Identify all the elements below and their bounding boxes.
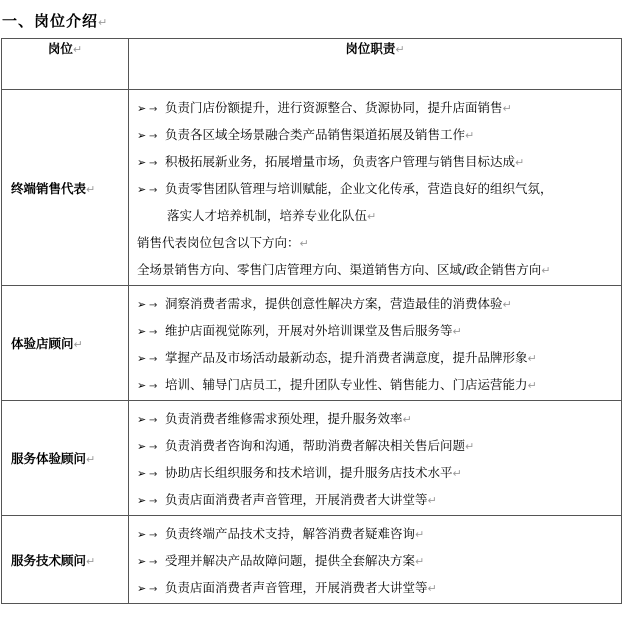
- tab-arrow-icon: →: [149, 442, 158, 453]
- role-duties: [129, 516, 622, 604]
- role-name: 体验店顾问↵: [2, 286, 129, 401]
- bullet-icon: ➢: [137, 298, 147, 311]
- bullet-icon: ➢: [137, 352, 147, 365]
- header-duties: 岗位职责↵: [129, 39, 622, 90]
- bullet-icon: ➢: [137, 156, 147, 169]
- duty-line: ➢ → 负责终端产品技术支持，解答消费者疑难咨询↵: [137, 520, 617, 547]
- role-name: 服务体验顾问↵: [2, 401, 129, 516]
- tab-arrow-icon: →: [149, 131, 158, 142]
- direction-note: 销售代表岗位包含以下方向：↵: [137, 235, 309, 250]
- tab-arrow-icon: →: [149, 584, 158, 595]
- section-heading: 一、岗位介绍↵: [2, 12, 109, 30]
- duty-line: ➢ → 培训、辅导门店员工，提升团队专业性、销售能力、门店运营能力↵: [137, 371, 617, 398]
- role-duties: [129, 401, 622, 516]
- duty-line: ➢ → 积极拓展新业务，拓展增量市场，负责客户管理与销售目标达成↵: [137, 148, 617, 175]
- bullet-icon: ➢: [137, 467, 147, 480]
- tab-arrow-icon: →: [149, 354, 158, 365]
- bullet-icon: ➢: [137, 528, 147, 541]
- table-header-row: [2, 39, 622, 90]
- tab-arrow-icon: →: [149, 300, 158, 311]
- tab-arrow-icon: →: [149, 415, 158, 426]
- bullet-icon: ➢: [137, 183, 147, 196]
- table-row: [2, 401, 622, 516]
- duty-line: ➢ → 负责店面消费者声音管理，开展消费者大讲堂等↵: [137, 574, 617, 601]
- tab-arrow-icon: →: [149, 469, 158, 480]
- duty-line: ➢ → 负责消费者维修需求预处理，提升服务效率↵: [137, 405, 617, 432]
- bullet-icon: ➢: [137, 102, 147, 115]
- roles-table: [1, 38, 622, 604]
- tab-arrow-icon: →: [149, 327, 158, 338]
- bullet-icon: ➢: [137, 440, 147, 453]
- tab-arrow-icon: →: [149, 530, 158, 541]
- bullet-icon: ➢: [137, 413, 147, 426]
- duty-line: ➢ → 协助店长组织服务和技术培训，提升服务店技术水平↵: [137, 459, 617, 486]
- duty-line: ➢ → 负责店面消费者声音管理，开展消费者大讲堂等↵: [137, 486, 617, 513]
- bullet-icon: ➢: [137, 582, 147, 595]
- duty-line: ➢ → 负责零售团队管理与培训赋能，企业文化传承，营造良好的组织气氛，: [137, 175, 617, 202]
- duty-line: ➢ → 负责消费者咨询和沟通，帮助消费者解决相关售后问题↵: [137, 432, 617, 459]
- role-duties: [129, 90, 622, 286]
- tab-arrow-icon: →: [149, 381, 158, 392]
- duty-line-continuation: 落实人才培养机制，培养专业化队伍↵: [167, 208, 377, 223]
- bullet-icon: ➢: [137, 555, 147, 568]
- header-role: 岗位↵: [2, 39, 129, 90]
- role-duties: [129, 286, 622, 401]
- table-row: [2, 286, 622, 401]
- bullet-icon: ➢: [137, 379, 147, 392]
- tab-arrow-icon: →: [149, 104, 158, 115]
- tab-arrow-icon: →: [149, 158, 158, 169]
- tab-arrow-icon: →: [149, 496, 158, 507]
- tab-arrow-icon: →: [149, 185, 158, 196]
- bullet-icon: ➢: [137, 325, 147, 338]
- duty-line: ➢ → 掌握产品及市场活动最新动态，提升消费者满意度，提升品牌形象↵: [137, 344, 617, 371]
- direction-list: 全场景销售方向、零售门店管理方向、渠道销售方向、区域/政企销售方向↵: [137, 262, 551, 277]
- role-name: 服务技术顾问↵: [2, 516, 129, 604]
- duty-line: ➢ → 负责各区域全场景融合类产品销售渠道拓展及销售工作↵: [137, 121, 617, 148]
- duty-line: ➢ → 洞察消费者需求，提供创意性解决方案，营造最佳的消费体验↵: [137, 290, 617, 317]
- tab-arrow-icon: →: [149, 557, 158, 568]
- duty-line: ➢ → 维护店面视觉陈列，开展对外培训课堂及售后服务等↵: [137, 317, 617, 344]
- duty-line: ➢ → 负责门店份额提升，进行资源整合、货源协同，提升店面销售↵: [137, 94, 617, 121]
- duty-line: ➢ → 受理并解决产品故障问题，提供全套解决方案↵: [137, 547, 617, 574]
- table-row: [2, 516, 622, 604]
- bullet-icon: ➢: [137, 494, 147, 507]
- table-row: [2, 90, 622, 286]
- role-name: 终端销售代表↵: [2, 90, 129, 286]
- bullet-icon: ➢: [137, 129, 147, 142]
